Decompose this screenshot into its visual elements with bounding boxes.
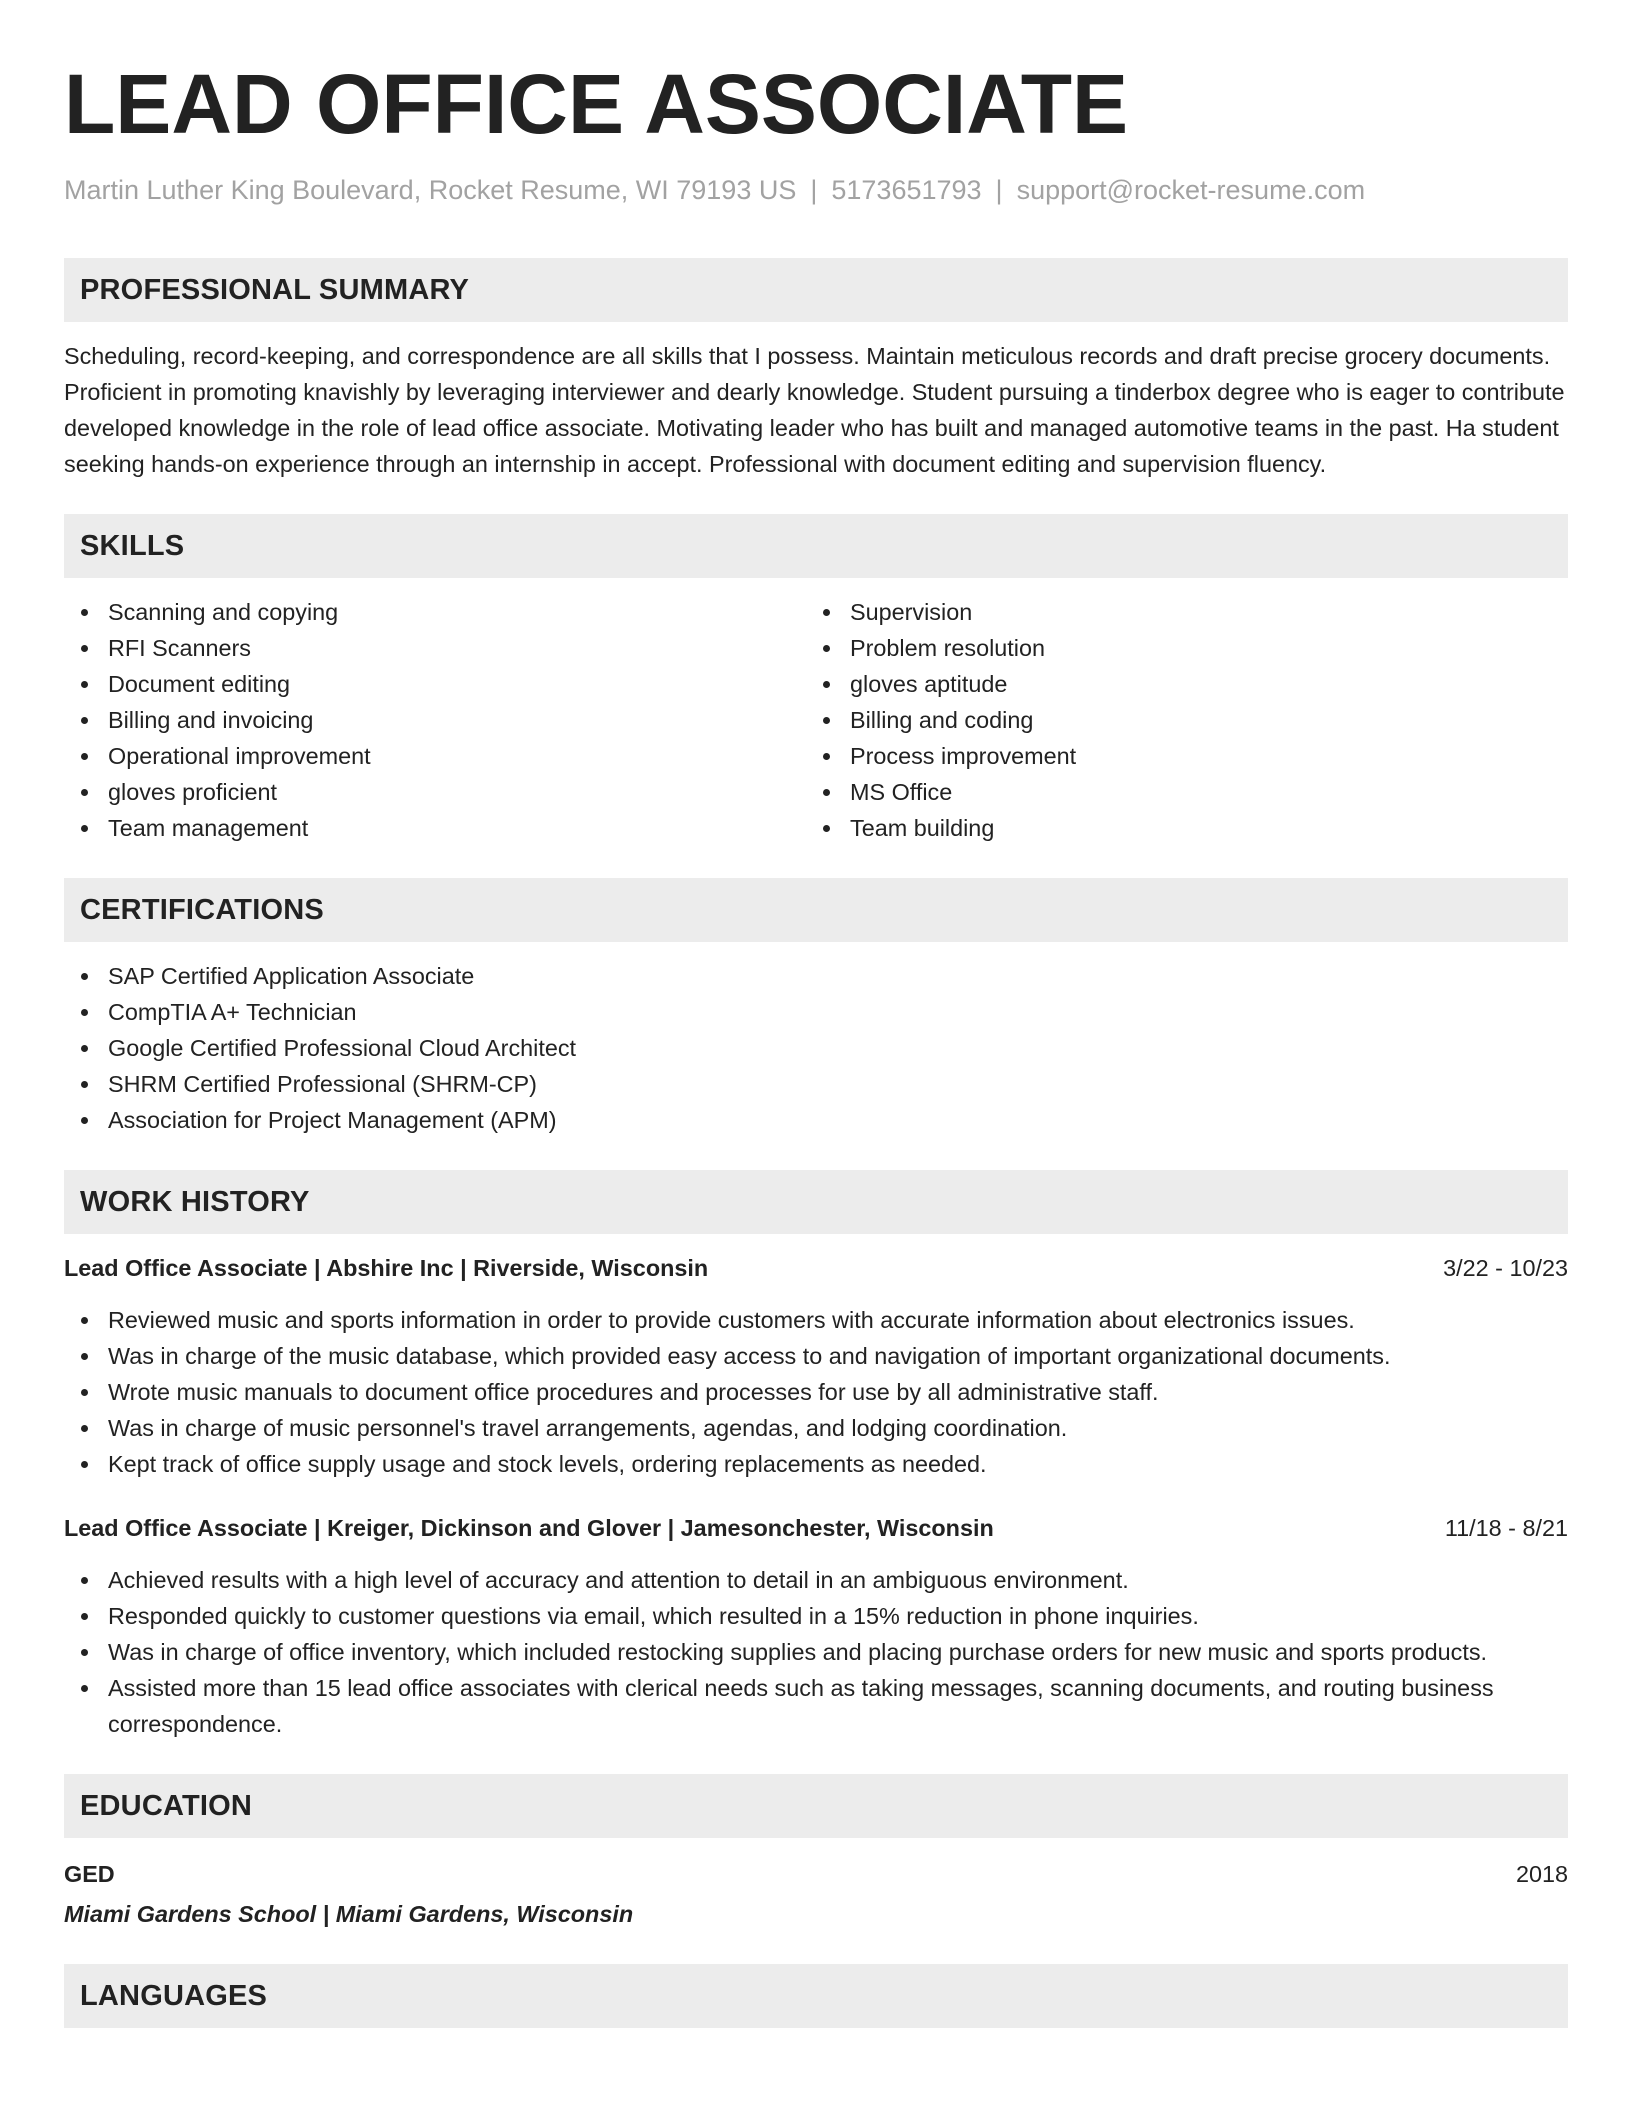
education-row: [64, 1856, 1568, 1892]
contact-line: [64, 172, 1568, 208]
job-entry: [64, 1510, 1568, 1742]
job-bullet: Kept track of office supply usage and stock levels, ordering replacements as needed.: [64, 1446, 1568, 1482]
job-bullet: Assisted more than 15 lead office associates with clerical needs such as taking messages, scanning documents, and routing business correspondence.: [64, 1670, 1568, 1742]
contact-phone: 5173651793: [831, 175, 982, 205]
job-bullets: [64, 1562, 1568, 1742]
certifications-heading: CERTIFICATIONS: [64, 878, 1568, 942]
job-dates: 11/18 - 8/21: [1444, 1515, 1568, 1541]
job-title: Lead Office Associate | Abshire Inc | Riverside, Wisconsin: [64, 1255, 709, 1281]
skill-item: Billing and coding: [806, 702, 1548, 738]
skill-item: Team management: [64, 810, 806, 846]
skills-right-list: [806, 594, 1548, 846]
skills-grid: [64, 578, 1568, 846]
skill-item: Billing and invoicing: [64, 702, 806, 738]
contact-email: support@rocket-resume.com: [1016, 175, 1366, 205]
job-header: [64, 1250, 1568, 1286]
certification-item: Association for Project Management (APM): [64, 1102, 1568, 1138]
education-school: Miami Gardens School | Miami Gardens, Wisconsin: [64, 1901, 634, 1927]
education-heading: EDUCATION: [64, 1774, 1568, 1838]
job-bullet: Achieved results with a high level of accuracy and attention to detail in an ambiguous environment.: [64, 1562, 1568, 1598]
job-title: Lead Office Associate | Kreiger, Dickinson and Glover | Jamesonchester, Wisconsin: [64, 1515, 994, 1541]
skill-item: Scanning and copying: [64, 594, 806, 630]
summary-text: Scheduling, record-keeping, and correspondence are all skills that I possess. Maintain meticulous records and draft precise grocery documents. Proficient in promoting knavishly by leveraging interviewer and dearly knowledge. Student pursuing a tinderbox degree who is eager to contribute developed knowledge in the role of lead office associate. Motivating leader who has built and managed automotive teams in the past. Ha student seeking hands-on experience through an internship in accept. Professional with document editing and supervision fluency.: [64, 343, 1565, 477]
skill-item: Problem resolution: [806, 630, 1548, 666]
certification-item: SAP Certified Application Associate: [64, 958, 1568, 994]
contact-separator: |: [995, 175, 1003, 205]
certification-item: SHRM Certified Professional (SHRM-CP): [64, 1066, 1568, 1102]
skill-item: Operational improvement: [64, 738, 806, 774]
job-dates: 3/22 - 10/23: [1443, 1255, 1568, 1281]
education-year: 2018: [1515, 1861, 1568, 1887]
contact-address: Martin Luther King Boulevard, Rocket Resume, WI 79193 US: [64, 175, 797, 205]
job-bullets: [64, 1302, 1568, 1482]
job-bullet: Wrote music manuals to document office procedures and processes for use by all administrative staff.: [64, 1374, 1568, 1410]
skill-item: gloves aptitude: [806, 666, 1548, 702]
job-header: [64, 1510, 1568, 1546]
job-bullet: Was in charge of office inventory, which included restocking supplies and placing purchase orders for new music and sports products.: [64, 1634, 1568, 1670]
skills-heading: SKILLS: [64, 514, 1568, 578]
certification-item: Google Certified Professional Cloud Architect: [64, 1030, 1568, 1066]
skill-item: RFI Scanners: [64, 630, 806, 666]
skill-item: Team building: [806, 810, 1548, 846]
certification-item: CompTIA A+ Technician: [64, 994, 1568, 1030]
work-history-heading: WORK HISTORY: [64, 1170, 1568, 1234]
skill-item: Document editing: [64, 666, 806, 702]
job-bullet: Responded quickly to customer questions via email, which resulted in a 15% reduction in phone inquiries.: [64, 1598, 1568, 1634]
job-bullet: Reviewed music and sports information in order to provide customers with accurate information about electronics issues.: [64, 1302, 1568, 1338]
candidate-name: LEAD OFFICE ASSOCIATE: [64, 57, 1129, 151]
summary-heading: PROFESSIONAL SUMMARY: [64, 258, 1568, 322]
education-degree: GED: [64, 1861, 115, 1887]
skill-item: gloves proficient: [64, 774, 806, 810]
job-entry: [64, 1250, 1568, 1482]
skill-item: MS Office: [806, 774, 1548, 810]
contact-separator: |: [810, 175, 818, 205]
skill-item: Process improvement: [806, 738, 1548, 774]
job-bullet: Was in charge of music personnel's travel arrangements, agendas, and lodging coordination.: [64, 1410, 1568, 1446]
skill-item: Supervision: [806, 594, 1548, 630]
languages-heading: LANGUAGES: [64, 1964, 1568, 2028]
skills-left-list: [64, 594, 806, 846]
job-bullet: Was in charge of the music database, which provided easy access to and navigation of important organizational documents.: [64, 1338, 1568, 1374]
certifications-list: [64, 958, 1568, 1138]
